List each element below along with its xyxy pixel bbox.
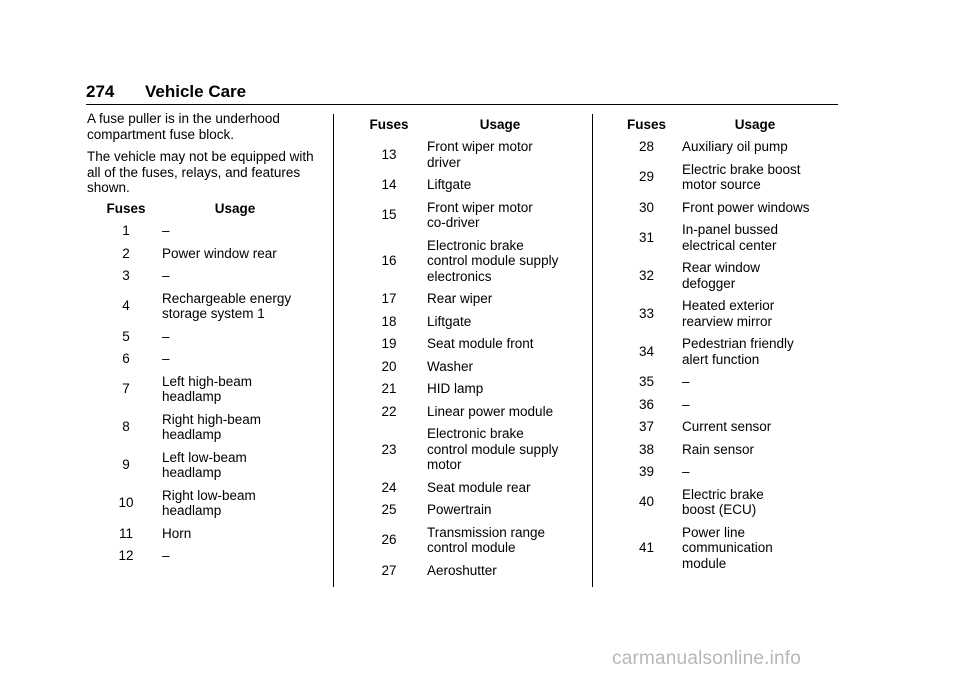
- fuse-number: 41: [638, 540, 655, 555]
- fuse-usage: [423, 311, 577, 334]
- table-row: [94, 523, 312, 546]
- table-row: [94, 348, 312, 371]
- usage-line: Left high-beam: [162, 373, 253, 389]
- usage-line: Current sensor: [682, 419, 772, 434]
- usage-line: storage system 1: [162, 306, 265, 321]
- usage-line: Electronic brake: [427, 237, 524, 253]
- fuse-usage: [678, 197, 832, 220]
- fuse-number: 19: [381, 336, 397, 351]
- usage-line: Front wiper motor: [427, 199, 533, 215]
- fuse-usage: [158, 220, 312, 243]
- fuse-usage: [158, 447, 312, 485]
- fuse-number: 27: [381, 562, 397, 578]
- fuse-usage: [158, 409, 312, 447]
- fuse-number: 22: [381, 403, 397, 419]
- table-row: [615, 484, 832, 522]
- usage-line: Seat module rear: [427, 479, 531, 495]
- fuse-usage: [423, 136, 577, 174]
- fuse-number: 2: [122, 245, 130, 261]
- usage-line: –: [682, 464, 690, 479]
- fuse-usage: [158, 288, 312, 326]
- fuse-number: 26: [381, 532, 397, 548]
- fuse-table-2: [355, 114, 577, 582]
- usage-line: control module supply: [427, 441, 559, 457]
- usage-line: –: [162, 223, 170, 238]
- table-row: [615, 416, 832, 439]
- fuse-number: 38: [638, 441, 655, 457]
- usage-line: Rear window: [682, 260, 761, 275]
- usage-line: Rechargeable energy: [162, 290, 292, 306]
- fuse-usage: [423, 288, 577, 311]
- usage-line: Rain sensor: [682, 441, 755, 457]
- usage-line: Horn: [162, 525, 192, 541]
- fuse-usage: [678, 394, 832, 417]
- usage-line: motor source: [682, 177, 761, 192]
- usage-line: electronics: [427, 268, 492, 284]
- fuse-number: 1: [122, 223, 130, 238]
- fuse-usage: [423, 423, 577, 477]
- usage-line: defogger: [682, 275, 736, 291]
- table-row: [615, 257, 832, 295]
- table-row: [94, 326, 312, 349]
- table-row: [615, 522, 832, 576]
- table-row: [615, 461, 832, 484]
- usage-line: Electric brake: [682, 486, 764, 502]
- table-row: [355, 311, 577, 334]
- fuse-number: 6: [122, 351, 130, 366]
- fuse-number: 20: [381, 358, 397, 374]
- fuse-usage: [423, 197, 577, 235]
- fuse-number: 5: [122, 328, 130, 344]
- table-row: [355, 560, 577, 583]
- fuse-usage: [678, 295, 832, 333]
- fuse-number: 7: [122, 381, 130, 397]
- usage-line: communication: [682, 540, 773, 555]
- usage-line: control module supply: [427, 253, 559, 268]
- usage-line: headlamp: [162, 389, 222, 404]
- table-row: [355, 333, 577, 356]
- usage-line: Heated exterior: [682, 298, 775, 313]
- table-row: [355, 235, 577, 289]
- usage-line: rearview mirror: [682, 313, 773, 329]
- fuse-usage: [678, 416, 832, 439]
- fuses-column-header: Fuses: [106, 201, 146, 217]
- usage-line: Electronic brake: [427, 426, 524, 441]
- fuse-number: 39: [638, 464, 655, 479]
- fuse-number: 34: [638, 343, 655, 359]
- fuse-usage: [158, 523, 312, 546]
- usage-line: control module: [427, 540, 516, 555]
- fuse-usage: [158, 326, 312, 349]
- table-header-row: [615, 114, 832, 136]
- table-header-row: [355, 114, 577, 136]
- usage-line: –: [682, 374, 690, 389]
- table-row: [94, 545, 312, 568]
- table-row: [615, 394, 832, 417]
- fuse-number: 10: [118, 495, 134, 511]
- table-row: [615, 159, 832, 197]
- fuse-number: 18: [381, 313, 397, 329]
- table-row: [94, 409, 312, 447]
- table-row: [94, 371, 312, 409]
- column-divider-1: [333, 114, 334, 587]
- usage-line: headlamp: [162, 427, 222, 442]
- fuse-number: 30: [638, 199, 655, 215]
- fuse-usage: [678, 371, 832, 394]
- table-row: [355, 174, 577, 197]
- table-row: [355, 499, 577, 522]
- page-number: 274: [86, 82, 115, 101]
- usage-line: –: [162, 548, 170, 563]
- fuse-number: 21: [381, 381, 397, 396]
- usage-line: Linear power module: [427, 403, 554, 419]
- fuse-usage: [158, 485, 312, 523]
- page-header: [86, 82, 838, 104]
- table-row: [615, 136, 832, 159]
- fuse-number: 29: [638, 169, 655, 185]
- fuse-usage: [423, 499, 577, 522]
- fuse-number: 33: [638, 305, 655, 321]
- usage-line: –: [162, 328, 170, 344]
- table-row: [355, 378, 577, 401]
- fuse-number: 14: [381, 177, 397, 192]
- table-row: [355, 356, 577, 379]
- usage-line: In-panel bussed: [682, 222, 779, 237]
- section-title: Vehicle Care: [145, 82, 247, 101]
- usage-column-header: Usage: [479, 117, 521, 133]
- table-row: [94, 485, 312, 523]
- table-row: [94, 447, 312, 485]
- fuse-number: 15: [381, 207, 397, 223]
- fuses-column-header: Fuses: [626, 117, 667, 133]
- table-row: [615, 197, 832, 220]
- usage-line: Front wiper motor: [427, 139, 533, 154]
- usage-line: motor: [427, 457, 462, 472]
- usage-line: Liftgate: [427, 177, 472, 192]
- fuse-usage: [158, 545, 312, 568]
- usage-line: Aeroshutter: [427, 562, 497, 578]
- fuse-number: 12: [118, 548, 134, 563]
- usage-line: alert function: [682, 351, 760, 367]
- usage-line: co-driver: [427, 215, 480, 230]
- usage-line: Seat module front: [427, 336, 534, 351]
- usage-line: Pedestrian friendly: [682, 336, 794, 351]
- usage-line: headlamp: [162, 503, 222, 518]
- usage-line: Right high-beam: [162, 411, 262, 427]
- table-row: [355, 288, 577, 311]
- usage-line: Transmission range: [427, 524, 546, 540]
- table-row: [355, 136, 577, 174]
- fuse-usage: [678, 136, 832, 159]
- usage-line: Front power windows: [682, 199, 810, 215]
- usage-line: module: [682, 555, 727, 571]
- usage-line: Right low-beam: [162, 487, 256, 503]
- fuse-number: 25: [381, 502, 397, 517]
- fuse-number: 37: [638, 419, 655, 434]
- table-row: [615, 439, 832, 462]
- usage-line: Powertrain: [427, 502, 492, 517]
- table-header-row: [94, 198, 312, 220]
- fuse-usage: [678, 461, 832, 484]
- fuse-number: 17: [381, 291, 397, 306]
- table-row: [615, 219, 832, 257]
- usage-line: Rear wiper: [427, 291, 493, 306]
- usage-line: headlamp: [162, 465, 222, 480]
- usage-line: Power window rear: [162, 245, 277, 261]
- fuse-number: 13: [381, 146, 397, 162]
- fuse-usage: [423, 378, 577, 401]
- usage-line: Left low-beam: [162, 449, 247, 465]
- table-row: [615, 295, 832, 333]
- usage-line: Auxiliary oil pump: [682, 139, 788, 154]
- table-row: [94, 243, 312, 266]
- fuse-usage: [678, 257, 832, 295]
- table-row: [355, 477, 577, 500]
- fuse-number: 35: [638, 374, 655, 389]
- header-rule: [86, 104, 838, 105]
- fuse-usage: [423, 560, 577, 583]
- usage-line: –: [162, 351, 170, 366]
- usage-line: boost (ECU): [682, 502, 757, 517]
- fuse-usage: [158, 265, 312, 288]
- usage-line: HID lamp: [427, 381, 484, 396]
- usage-line: Liftgate: [427, 313, 472, 329]
- usage-line: –: [682, 396, 690, 412]
- fuse-usage: [678, 159, 832, 197]
- fuse-number: 8: [122, 419, 130, 435]
- table-row: [355, 522, 577, 560]
- table-row: [94, 288, 312, 326]
- fuse-table-1: [94, 198, 312, 568]
- intro-paragraph-1: A fuse puller is in the underhood compartment fuse block.: [87, 111, 280, 142]
- fuse-usage: [158, 371, 312, 409]
- usage-column-header: Usage: [734, 117, 776, 133]
- fuse-usage: [678, 522, 832, 576]
- fuse-number: 28: [638, 139, 655, 154]
- table-row: [355, 401, 577, 424]
- fuse-usage: [423, 174, 577, 197]
- fuse-number: 11: [118, 525, 133, 541]
- fuse-usage: [423, 401, 577, 424]
- fuse-usage: [423, 333, 577, 356]
- fuse-table-3: [615, 114, 832, 575]
- table-row: [94, 220, 312, 243]
- table-row: [355, 423, 577, 477]
- table-row: [355, 197, 577, 235]
- intro-text: [87, 111, 327, 203]
- usage-line: Electric brake boost: [682, 161, 801, 177]
- usage-line: electrical center: [682, 237, 777, 253]
- fuses-column-header: Fuses: [369, 117, 409, 133]
- fuse-number: 3: [122, 268, 130, 283]
- fuse-usage: [423, 477, 577, 500]
- fuse-number: 40: [638, 494, 655, 510]
- usage-line: driver: [427, 154, 461, 170]
- fuse-usage: [423, 522, 577, 560]
- usage-line: Washer: [427, 358, 474, 374]
- usage-line: Power line: [682, 524, 746, 540]
- fuse-number: 36: [638, 396, 655, 412]
- fuse-usage: [158, 243, 312, 266]
- fuse-usage: [423, 356, 577, 379]
- fuse-number: 16: [381, 253, 397, 268]
- usage-line: –: [162, 268, 170, 283]
- table-row: [94, 265, 312, 288]
- fuse-usage: [158, 348, 312, 371]
- fuse-usage: [678, 484, 832, 522]
- fuse-number: 4: [122, 298, 130, 314]
- table-row: [615, 371, 832, 394]
- intro-paragraph-2: The vehicle may not be equipped with all of the fuses, relays, and features shown.: [87, 149, 314, 195]
- fuse-number: 24: [381, 479, 397, 495]
- fuse-number: 23: [381, 441, 397, 457]
- fuse-usage: [678, 333, 832, 371]
- fuse-number: 9: [122, 457, 130, 473]
- fuse-usage: [678, 219, 832, 257]
- usage-column-header: Usage: [214, 201, 256, 217]
- watermark: carmanualsonline.info: [612, 648, 802, 669]
- fuse-number: 32: [638, 267, 655, 283]
- column-divider-2: [592, 114, 593, 587]
- fuse-usage: [678, 439, 832, 462]
- fuse-usage: [423, 235, 577, 289]
- fuse-number: 31: [638, 229, 655, 245]
- table-row: [615, 333, 832, 371]
